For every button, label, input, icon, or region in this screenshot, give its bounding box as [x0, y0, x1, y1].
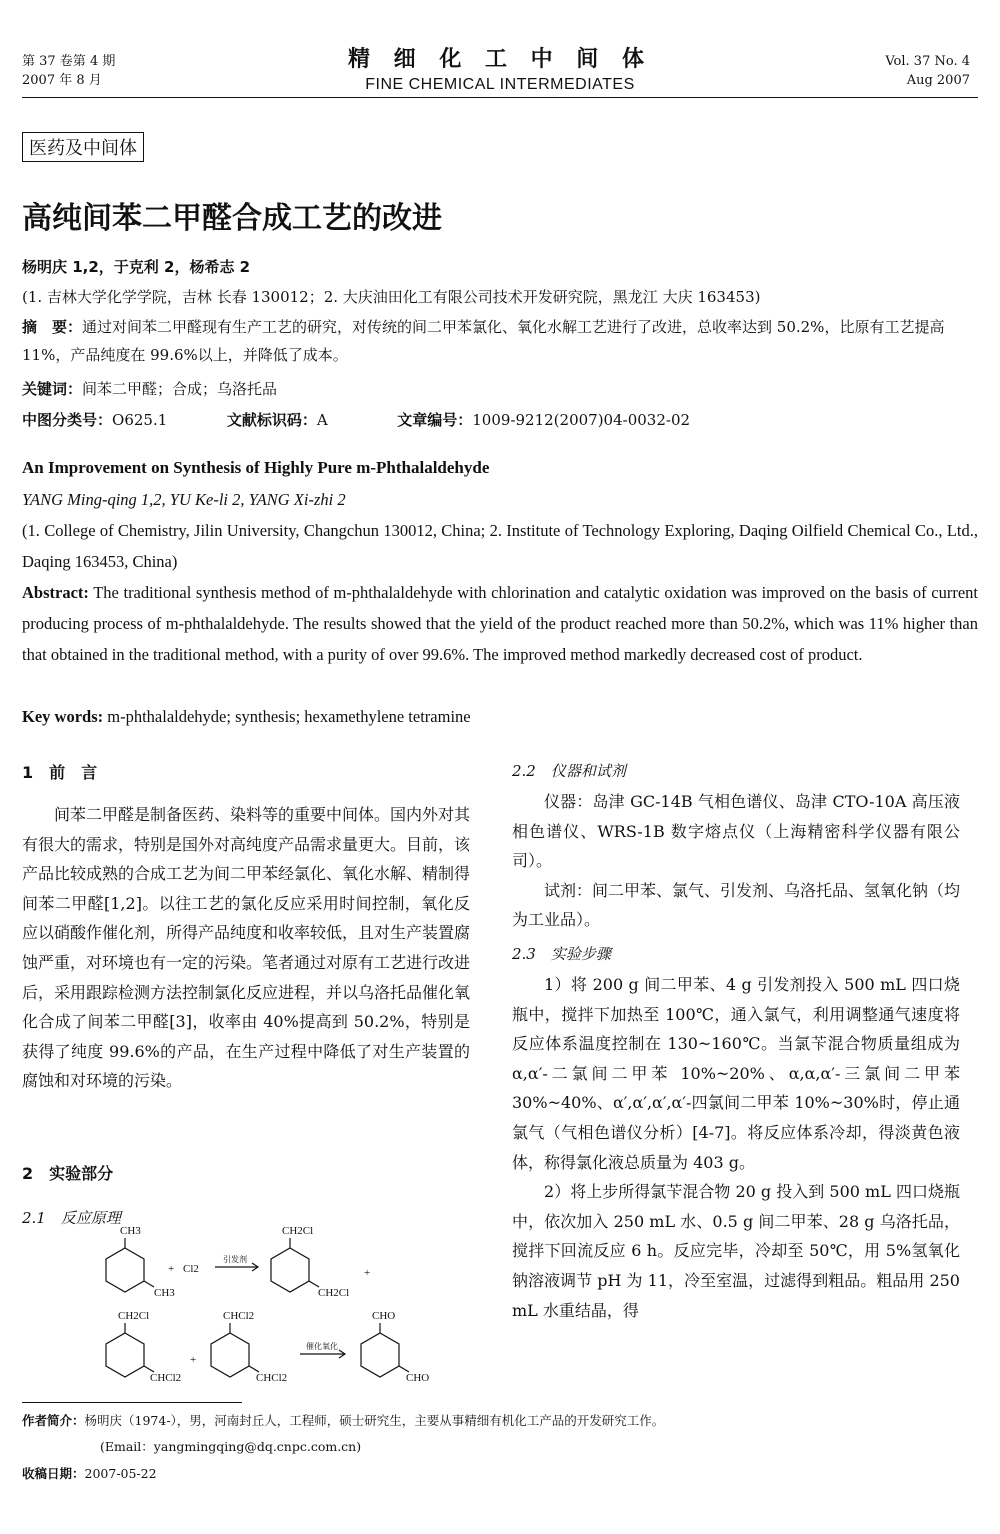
doc-code-label: 文献标识码：: [226, 411, 317, 429]
doc-code-value: A: [316, 411, 328, 429]
section-2-heading: 2 实验部分: [22, 1164, 114, 1183]
benzene-ring-4: [211, 1333, 249, 1377]
section-1-heading: 1 前 言: [22, 763, 98, 782]
substituent-label: CHCl2: [223, 1310, 255, 1322]
english-authors: YANG Ming-qing 1,2, YU Ke-li 2, YANG Xi-zhi 2: [22, 490, 346, 509]
affiliation-cn: (1. 吉林大学化学学院，吉林 长春 130012；2. 大庆油田化工有限公司技术开发研究院，黑龙江 大庆 163453): [22, 288, 761, 306]
received-date: [22, 1463, 157, 1485]
article-no-value: 1009-9212(2007)04-0032-02: [472, 411, 691, 429]
reagent-label: Cl2: [183, 1263, 199, 1275]
keywords-cn: [22, 375, 978, 403]
clc-label: 中图分类号：: [22, 411, 113, 429]
step-1-paragraph: 1）将 200 g 间二甲苯、4 g 引发剂投入 500 mL 四口烧瓶中，搅拌下加热至 100℃，通入氯气，利用调整通气速度将反应体系温度控制在 130~160℃。当氯苄混合物质量组成为 α,α′-二氯间二甲苯 10%~20%、α,α,α′-三氯间二甲苯 30%~40%、α′,α′,α′,α′-四氯间二甲苯 10%~30%时，停止通氯气（气相色谱仪分析）[4-7]。将反应体系冷却，得淡黄色液体，称得氯化液总质量为 403 g。: [512, 975, 960, 1172]
date-cn: 2007 年 8 月: [22, 73, 102, 88]
substituent-label: CHCl2: [256, 1372, 288, 1384]
english-affiliation: (1. College of Chemistry, Jilin University, Changchun 130012, China; 2. Institute of Technology Exploring, Daqing Oilfield Chemical Co., Ltd., Daqing 163453, China): [22, 521, 978, 571]
substituent-label: CH2Cl: [282, 1225, 314, 1237]
substituent-label: CHO: [372, 1310, 396, 1322]
abstract-text: 通过对间苯二甲醛现有生产工艺的研究，对传统的间二甲苯氯化、氧化水解工艺进行了改进，总收率达到 50.2%，比原有工艺提高 11%，产品纯度在 99.6%以上，并降低了成本。: [22, 318, 945, 364]
author-email: (Email：yangmingqing@dq.cnpc.com.cn): [100, 1439, 362, 1454]
header-volume-en: [885, 52, 970, 90]
benzene-ring-1: [106, 1248, 144, 1292]
classification-line: [22, 406, 978, 434]
english-abstract-text: The traditional synthesis method of m-phthalaldehyde with chlorination and catalytic oxidation was improved on the basis of current producing process of m-phthalaldehyde. The results showed that the yield of the product reached more than 50.2%, which was 11% higher than that obtained in the traditional method, with a purity of over 99.6%. The improved method markedly decreased cost of product.: [22, 583, 978, 664]
substituent-label: CHCl2: [150, 1372, 182, 1384]
received-value: 2007-05-22: [84, 1466, 157, 1481]
english-abstract-label: Abstract:: [22, 583, 89, 602]
paper-title: 高纯间苯二甲醛合成工艺的改进: [22, 201, 442, 236]
keywords-label: 关键词：: [22, 380, 83, 398]
benzene-ring-5: [361, 1333, 399, 1377]
section-2-3-body: [512, 970, 960, 1325]
header-rule: [22, 97, 978, 98]
plus-sign: +: [190, 1354, 197, 1366]
substituent-label: CH2Cl: [118, 1310, 150, 1322]
english-title: An Improvement on Synthesis of Highly Pure m-Phthalaldehyde: [22, 458, 490, 477]
substituent-label: CHO: [406, 1372, 430, 1384]
footnote-rule: [22, 1402, 242, 1403]
section-tag: 医药及中间体: [22, 132, 144, 162]
journal-name-en: FINE CHEMICAL INTERMEDIATES: [365, 76, 635, 93]
step-2-paragraph: 2）将上步所得氯苄混合物 20 g 投入到 500 mL 四口烧瓶中，依次加入 250 mL 水、0.5 g 间二甲苯、28 g 乌洛托品，搅拌下回流反应 6 h。反应完毕，冷却至 50℃，用 5%氢氧化钠溶液调节 pH 为 11，冷至室温，过滤得到粗品。粗品用 250 mL 水重结晶，得: [512, 1182, 960, 1320]
section-2-1-heading: 2.1 反应原理: [22, 1209, 121, 1227]
received-label: 收稿日期：: [22, 1466, 85, 1481]
authors-cn: 杨明庆 1,2，于克利 2，杨希志 2: [22, 258, 251, 276]
substituent-label: CH2Cl: [318, 1287, 350, 1299]
instruments-paragraph: 仪器：岛津 GC-14B 气相色谱仪、岛津 CTO-10A 高压液相色谱仪、WRS-1B 数字熔点仪（上海精密科学仪器有限公司）。: [512, 792, 960, 871]
section-1-body: [22, 800, 470, 1096]
author-note: [22, 1410, 664, 1432]
header-volume-cn: [22, 52, 115, 90]
journal-name-cn: 精 细 化 工 中 间 体: [348, 47, 652, 72]
abstract-label: 摘 要：: [22, 318, 83, 336]
section-1-paragraph: 间苯二甲醛是制备医药、染料等的重要中间体。国内外对其有很大的需求，特别是国外对高纯度产品需求量更大。目前，该产品比较成熟的合成工艺为间二甲苯经氯化、氧化水解、精制得间苯二甲醛[1,2]。以往工艺的氯化反应采用时间控制，氧化反应以硝酸作催化剂，所得产品纯度和收率较低，且对生产装置腐蚀严重，对环境也有一定的污染。笔者通过对原有工艺进行改进后，采用跟踪检测方法控制氯化反应进程，并以乌洛托品催化氧化合成了间苯二甲醛[3]，收率由 40%提高到 50.2%，特别是获得了纯度 99.6%的产品，在生产过程中降低了对生产装置的腐蚀和对环境的污染。: [22, 805, 471, 1091]
keywords-text: 间苯二甲醛；合成；乌洛托品: [82, 380, 278, 398]
volume-en: Vol. 37 No. 4: [885, 54, 970, 69]
plus-sign: +: [364, 1267, 371, 1279]
english-keywords-label: Key words:: [22, 707, 104, 726]
benzene-ring-2: [271, 1248, 309, 1292]
abstract-cn: [22, 313, 978, 369]
plus-sign: +: [168, 1263, 175, 1275]
substituent-label: CH3: [154, 1287, 175, 1299]
english-keywords: [22, 701, 978, 732]
author-bio: 杨明庆（1974-），男，河南封丘人，工程师，硕士研究生，主要从事精细有机化工产品的开发研究工作。: [84, 1413, 665, 1428]
article-no-label: 文章编号：: [397, 411, 473, 429]
reagents-paragraph: 试剂：间二甲苯、氯气、引发剂、乌洛托品、氢氧化钠（均为工业品）。: [512, 880, 961, 930]
date-en: Aug 2007: [906, 73, 970, 88]
english-abstract: [22, 577, 978, 670]
arrow-label-1: 引发剂: [223, 1255, 247, 1264]
author-note-label: 作者简介：: [22, 1413, 85, 1428]
reaction-scheme: [80, 1220, 460, 1395]
journal-name: [320, 42, 680, 94]
benzene-ring-3: [106, 1333, 144, 1377]
clc-value: O625.1: [112, 411, 168, 429]
volume-cn: 第 37 卷第 4 期: [22, 54, 116, 69]
english-keywords-text: m-phthalaldehyde; synthesis; hexamethylene tetramine: [107, 707, 471, 726]
arrow-label-2: 催化氧化: [306, 1342, 338, 1351]
section-2-2-body: [512, 787, 960, 935]
section-2-2-heading: 2.2 仪器和试剂: [512, 762, 626, 780]
section-2-3-heading: 2.3 实验步骤: [512, 945, 611, 963]
substituent-label: CH3: [120, 1225, 141, 1237]
